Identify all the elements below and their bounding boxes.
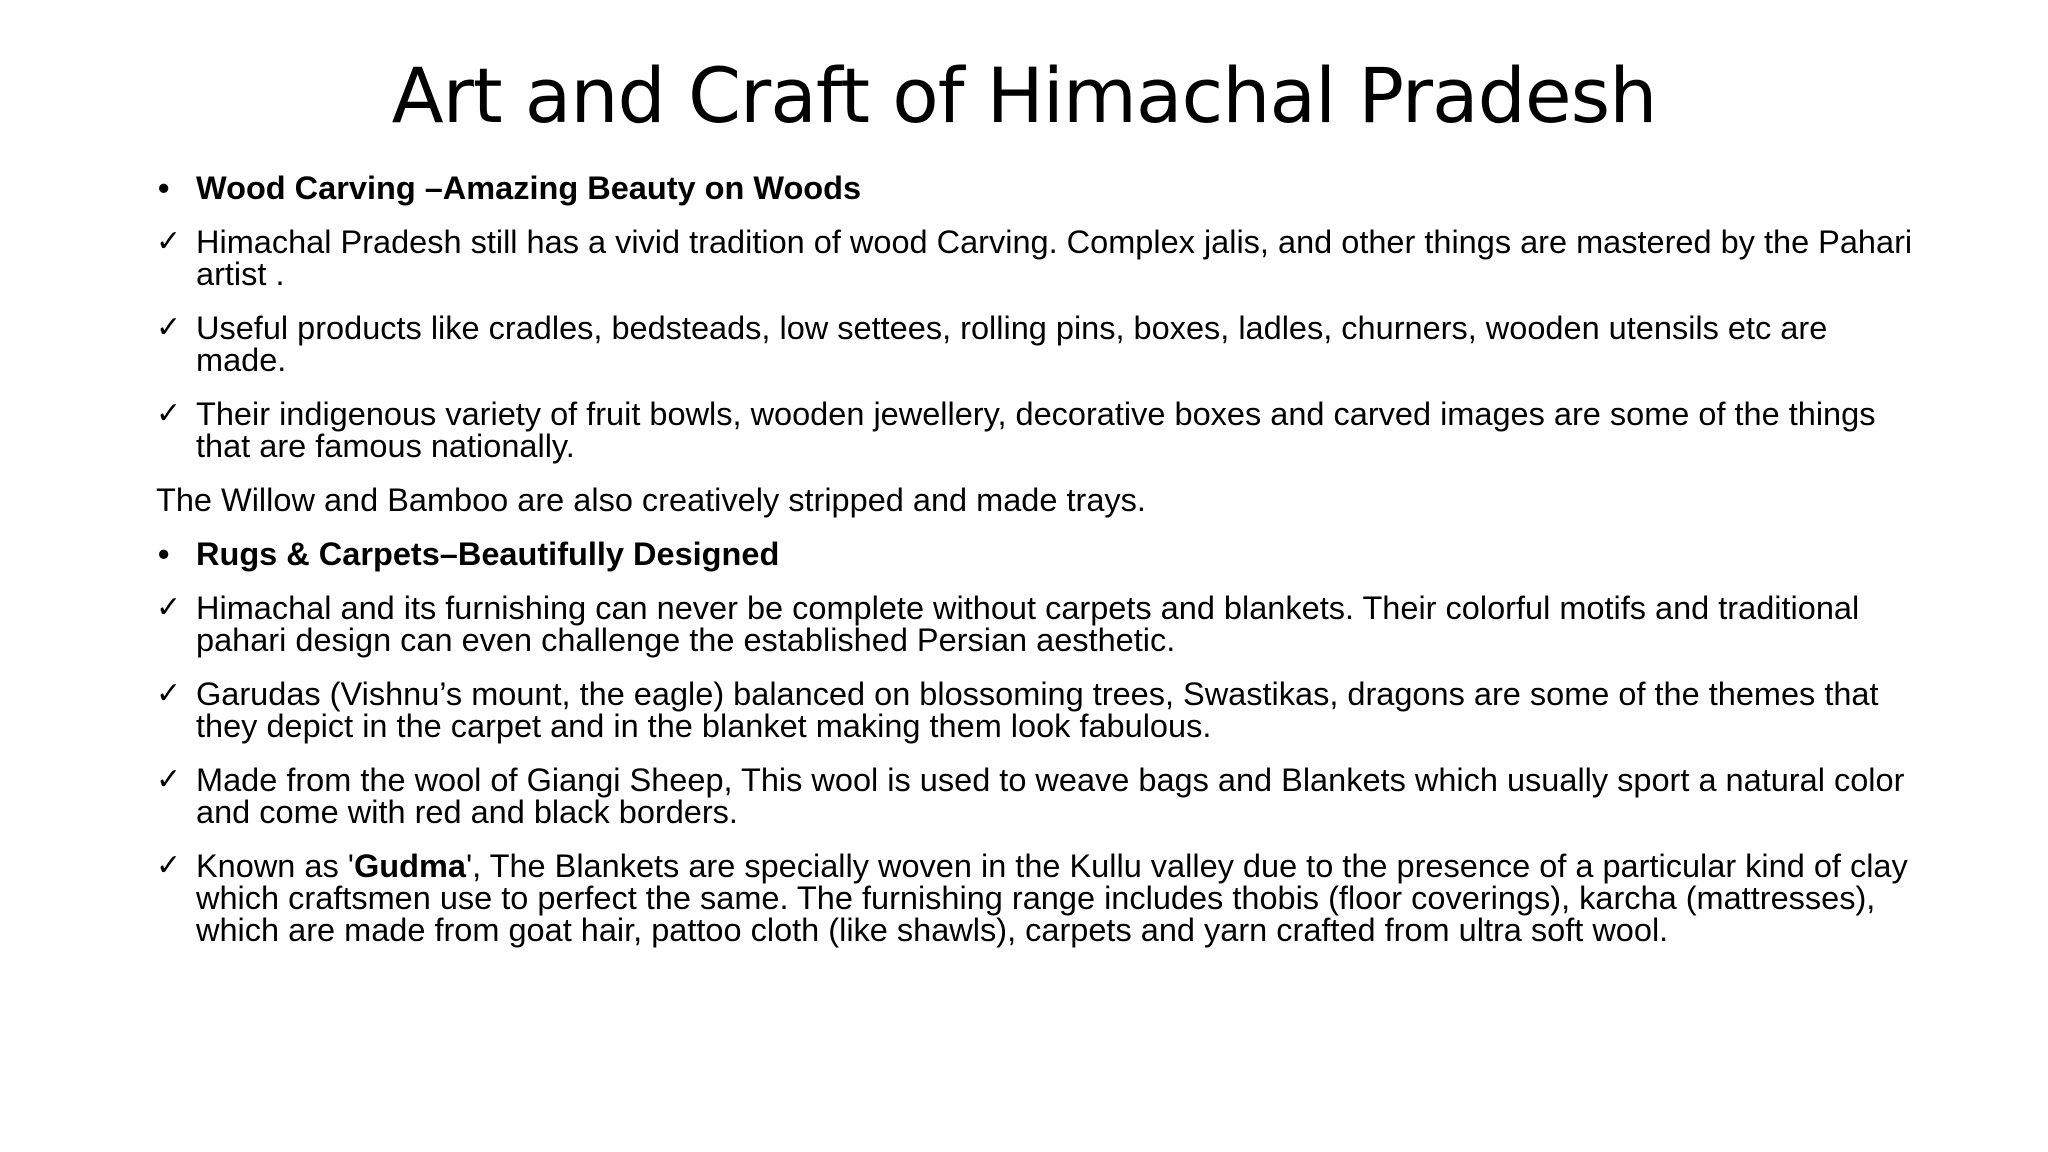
list-item [156, 398, 1916, 462]
list-item-text: Useful products like cradles, bedsteads, low settees, rolling pins, boxes, ladles, churners, wooden utensils etc are made. [196, 310, 1828, 378]
section-heading-rugs-carpets [156, 538, 1916, 570]
checkmark-icon: ✓ [156, 311, 182, 344]
gudma-term: Gudma [353, 848, 466, 884]
heading-text: Wood Carving –Amazing Beauty on Woods [196, 170, 862, 206]
section-heading-wood-carving [156, 172, 1916, 204]
gudma-prefix: Known as ' [196, 848, 354, 884]
list-item-text: Garudas (Vishnu’s mount, the eagle) balanced on blossoming trees, Swastikas, dragons are some of the themes that they depict in the carpet and in the blanket making them look fabulous. [196, 676, 1879, 744]
list-item [156, 226, 1916, 290]
list-item-text: Himachal Pradesh still has a vivid tradition of wood Carving. Complex jalis, and other things are mastered by the Pahari artist . [196, 224, 1913, 292]
list-item [156, 678, 1916, 742]
gudma-suffix: ', The Blankets are specially woven in the Kullu valley due to the presence of a particular kind of clay which craftsmen use to perfect the same. The furnishing range includes thobis (floor coverings), karcha (mattresses), which are made from goat hair, pattoo cloth (like shawls), carpets and yarn crafted from ultra soft wool. [196, 848, 1908, 948]
bullet-icon: • [158, 536, 170, 572]
list-item-text: Himachal and its furnishing can never be complete without carpets and blankets. Their colorful motifs and traditional pahari design can even challenge the established Persian aesthetic. [196, 590, 1860, 658]
list-item [156, 764, 1916, 828]
list-item-text: Their indigenous variety of fruit bowls, wooden jewellery, decorative boxes and carved images are some of the things that are famous nationally. [196, 396, 1876, 464]
heading-text: Rugs & Carpets–Beautifully Designed [196, 536, 780, 572]
plain-paragraph [156, 484, 1916, 516]
list-item-text: Made from the wool of Giangi Sheep, This wool is used to weave bags and Blankets which usually sport a natural color and come with red and black borders. [196, 762, 1905, 830]
paragraph-text: The Willow and Bamboo are also creatively stripped and made trays. [156, 482, 1146, 518]
checkmark-icon: ✓ [156, 225, 182, 258]
checkmark-icon: ✓ [156, 397, 182, 430]
checkmark-icon: ✓ [156, 677, 182, 710]
bullet-icon: • [158, 170, 170, 206]
slide-title: Art and Craft of Himachal Pradesh [391, 51, 1657, 140]
slide-body [156, 172, 1916, 968]
list-item [156, 312, 1916, 376]
checkmark-icon: ✓ [156, 849, 182, 882]
checkmark-icon: ✓ [156, 763, 182, 796]
list-item [156, 592, 1916, 656]
checkmark-icon: ✓ [156, 591, 182, 624]
list-item-gudma [156, 850, 1916, 946]
list-item-text [196, 850, 1916, 946]
